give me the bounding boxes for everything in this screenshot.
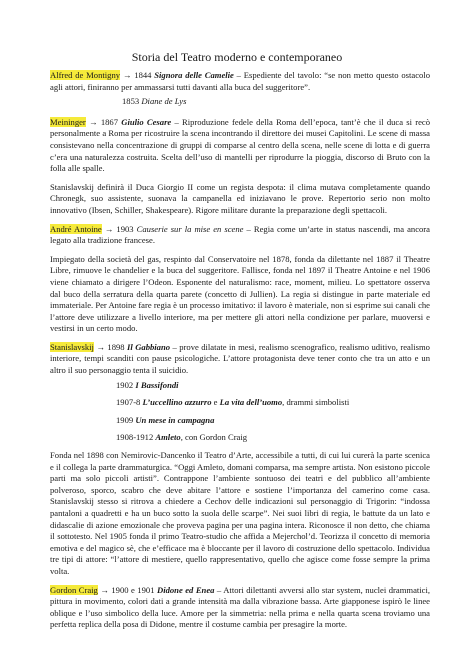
paragraph-stanislavskij-duca: Stanislavskij definirà il Duca Giorgio II come un regista despota: il clima mutava completamente quando Chronegk, suo assistente, suonava la campanella ed iniziavano le prove. Repertorio serio non molto innovativo (Ibsen, Schiller, Shakespeare). Rigore militare durante la preparazione degli spettacoli. [50,181,430,215]
list-item: 1908-1912 Amleto, con Gordon Craig [116,432,248,443]
arrow-year: → 1900 e 1901 [97,584,157,595]
work-title: Il Gabbiano [127,341,171,352]
paragraph-teatro-arte: Fonda nel 1898 con Nemirovic-Dancenko il Teatro d’Arte, accessibile a tutti, di cui lui curerà la parte scenica e il collega la parte drammaturgica. “Oggi Amleto, domani comparsa, ma sempre artista. Non esistono piccole parti ma solo piccoli artisti”. Contrappone l’ambiente sontuoso dei teatri e del pubblico all’ambiente polveroso, sporco, scabro che deve abitare l’attore e sostiene l’importanza del camerino come casa. Stanislavskij stesso si ritrova a chiedere a Cechov delle indicazioni sul personaggio di Trigorin: “indossa pantaloni a quadretti e ha un buco sotto la suola delle scarpe”. Nei suoi libri di regia, le battute da un lato e didascalie di azione emozionale che proveva pagina per una pagina intera. Riconosce il non detto, che chiama il sottotesto. Nel 1905 fonda il primo Teatro-studio che affida a Mejerchol’d. Teorizza il concetto di memoria emotiva e del magico sè, che e’efficace ma è bloccante per il lavoro di costruzione dello spettacolo. Individua tre tipi di attore: “l’attore di mestiere, quello rappresentativo, quello che agisce come fosse sempre la prima volta. [50,450,430,576]
document-body [50,70,430,638]
highlight-name: Alfred de Montigny [50,70,121,80]
page-title: Storia del Teatro moderno e contemporaneo [131,50,343,64]
year: 1853 [122,96,142,107]
paragraph-meininger [50,117,430,175]
paragraph-antoine [50,224,430,247]
work-title: Signora delle Camelie [154,70,234,80]
work-title: Diane de Lys [141,96,187,107]
paragraph-text: – Attori dilettanti avversi allo star system, nuclei drammatici, pittura in movimento, colori dati a grande intensità ma dalla vibrazione bassa. Arte giapponese ispirò le linee oblique e l’uso simbolico della luce. Amore per la simmetria: nella prima e nella quarta scena troviamo una perfetta replica della posa di Didone, mentre il costume cambia per presagire la morte. [50,584,431,630]
paragraph-craig [50,585,430,631]
arrow-year: → 1903 [101,223,137,234]
works-list [50,380,430,444]
work-title: Giulio Cesare [121,116,172,127]
paragraph-montigny [50,70,430,93]
highlight-name: André Antoine [50,223,102,234]
work-title: Causerie sur la mise en scene [136,223,244,234]
highlight-name: Gordon Craig [50,584,98,595]
arrow-year: → 1867 [85,116,122,127]
list-item: 1907-8 L’uccellino azzurro e La vita dell’uomo, drammi simbolisti [116,397,350,408]
list-item: 1909 Un mese in campagna [116,414,215,425]
date-line [50,96,430,108]
paragraph-text: – Espediente del tavolo: “se non metto questo ostacolo agli attori, finiranno per ammassarsi tutti davanti alla buca del suggeritore”. [50,70,430,92]
paragraph-text: – Riproduzione fedele della Roma dell’epoca, tant’è che il duca si recò personalmente a Roma per ricostruire la scena incontrando il direttore dei musei Capitolini. Le scene di massa consistevano nella concentrazione di gruppi di comparse al centro della scena, nelle scene di lotta e di guerra c’era una naturalezza costruita. Scelta dell’uso di mantelli per riprodurre la pioggia, discorso di Bruto con la folla alle spalle. [50,116,431,174]
paragraph-stanislavskij [50,342,430,377]
list-item: 1902 I Bassifondi [116,379,179,390]
paragraph-antoine-bio: Impiegato della società del gas, respinto dal Conservatoire nel 1878, fonda da dilettante nel 1887 il Theatre Libre, rimuove le chandelier e la buca del suggeritore. Fallisce, fonda nel 1897 il Theatre Antoine e nel 1906 viene chiamato a dirigere l’Odeon. Esponente del naturalismo: race, moment, milieu. Lo spettatore osserva dal buco della serratura della quarta parete (concetto di Jullien). La regia si distingue in parte materiale ed immateriale. Per Antoine fare regia è un processo imitativo: il lavoro è materiale, non si esprime sui canali che l’attore deve utilizzare a livello interiore, ma per mettere gli attori nella condizione per parlare, muoversi e vestirsi in un certo modo. [50,253,430,334]
arrow-year: → 1898 [93,341,128,352]
paragraph-text: – prove dilatate in mesi, realismo scenografico, realismo uditivo, realismo interiore, tempi scanditi con pause psicologiche. L’attore protagonista deve tener conto che tra un atto e un altro il suo personaggio tenta il suicidio. [50,341,430,376]
highlight-name: Stanislavskij [50,341,94,352]
paragraph-text: – Regia come un’arte in status nascendi, ma ancora legato alla tradizione francese. [50,223,430,246]
arrow-year: → 1844 [120,70,155,80]
highlight-name: Meininger [50,116,86,127]
work-title: Didone ed Enea [156,584,215,595]
